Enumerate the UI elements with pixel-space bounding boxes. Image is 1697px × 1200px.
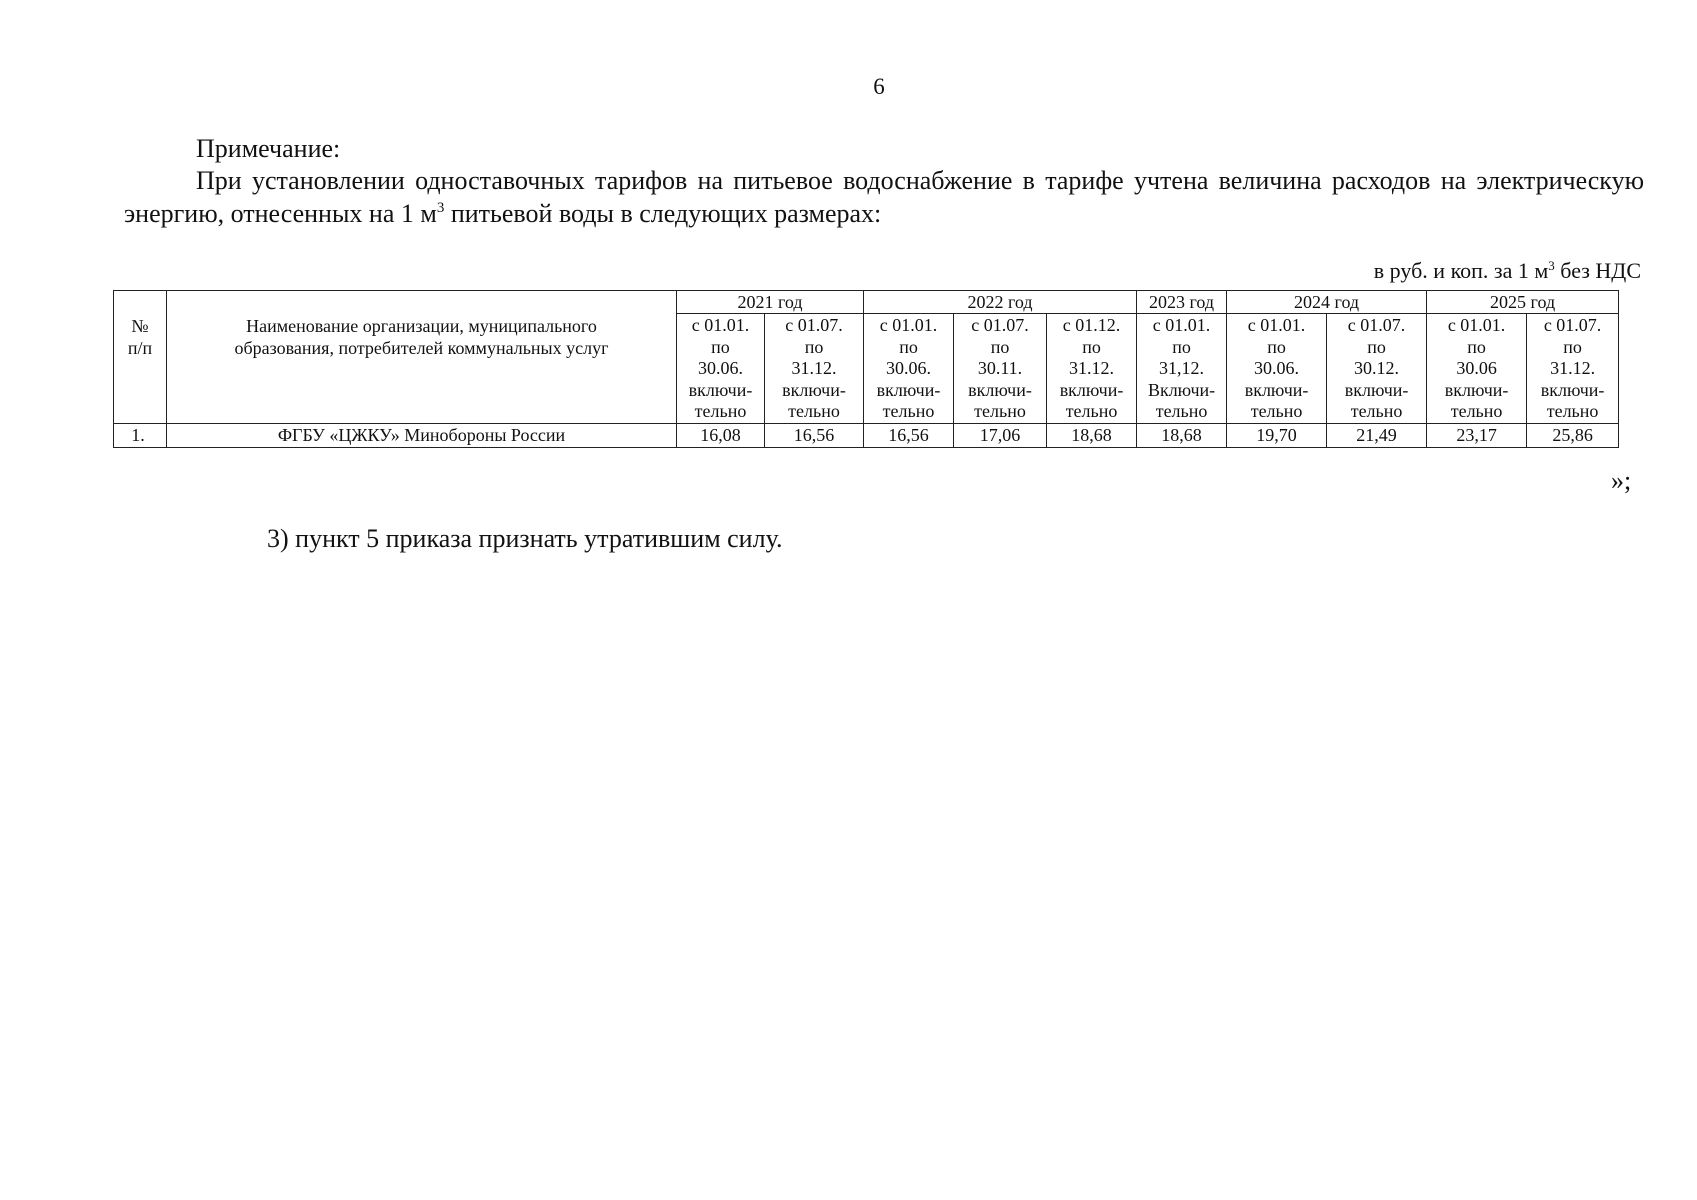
period-line: 31.12. [791, 358, 837, 378]
period-line: тельно [974, 401, 1026, 421]
item-3-paragraph: 3) пункт 5 приказа признать утратившим силу. [267, 524, 783, 553]
name-column-header [167, 291, 677, 424]
year-header-2023: 2023 год [1137, 291, 1227, 314]
number-header-line: № [131, 316, 149, 336]
unit-note-suffix: без НДС [1554, 258, 1641, 283]
period-line: по [1367, 336, 1386, 357]
row-number-cell: 1. [114, 423, 167, 447]
period-line: с 01.01. [879, 315, 938, 335]
table-row [114, 423, 1619, 447]
period-line: 30.06 [1456, 358, 1497, 378]
name-header-line: образования, потребителей коммунальных услуг [234, 338, 609, 358]
organization-name-cell: ФГБУ «ЦЖКУ» Минобороны России [167, 423, 677, 447]
tariff-value-cell: 25,86 [1527, 423, 1619, 447]
tariff-value-cell: 23,17 [1427, 423, 1527, 447]
period-line: тельно [1065, 401, 1118, 421]
period-line: по [1082, 336, 1101, 357]
period-line: тельно [694, 401, 747, 421]
period-line: включи- [1444, 379, 1509, 400]
period-line: 30.06. [698, 358, 743, 378]
period-header [1327, 314, 1427, 424]
period-line: по [1267, 336, 1286, 357]
year-header-2022: 2022 год [864, 291, 1137, 314]
unit-note [0, 258, 1641, 284]
year-header-2025: 2025 год [1427, 291, 1619, 314]
period-line: 31,12. [1159, 358, 1205, 378]
period-line: включи- [688, 379, 753, 400]
period-line: включи- [782, 379, 846, 400]
period-line: с 01.01. [1152, 315, 1211, 335]
period-line: с 01.01. [1447, 315, 1506, 335]
unit-note-prefix: в руб. и коп. за 1 м [1373, 258, 1549, 283]
tariff-value-cell: 21,49 [1327, 423, 1427, 447]
tariff-table [113, 290, 1619, 448]
period-header [1137, 314, 1227, 424]
tariff-value-cell: 16,08 [677, 423, 765, 447]
tariff-value-cell: 16,56 [864, 423, 954, 447]
note-text-superscript: 3 [436, 200, 445, 216]
period-line: 30.06. [1254, 358, 1300, 378]
period-line: с 01.12. [1062, 315, 1121, 335]
note-text-part2: питьевой воды в следующих размерах: [444, 199, 882, 228]
period-line: с 01.07. [1543, 315, 1602, 335]
note-title: Примечание: [196, 134, 341, 163]
period-line: 31.12. [1069, 358, 1115, 378]
period-line: 30.06. [886, 358, 932, 378]
tariff-value-cell: 19,70 [1227, 423, 1327, 447]
year-header-row [114, 291, 1619, 314]
tariff-value-cell: 18,68 [1137, 423, 1227, 447]
year-header-2021: 2021 год [677, 291, 864, 314]
period-line: включи- [1244, 379, 1309, 400]
period-line: с 01.01. [1247, 315, 1306, 335]
period-line: тельно [1350, 401, 1403, 421]
name-header-line: Наименование организации, муниципального [246, 316, 597, 336]
period-header [1527, 314, 1619, 424]
period-line: по [990, 336, 1010, 357]
period-header [864, 314, 954, 424]
period-line: включи- [1540, 379, 1605, 400]
period-line: Включи- [1147, 379, 1216, 400]
note-text-part1: При установлении одноставочных тарифов на питьевое водоснабжение в тарифе учтена величина расходов на электрическую энергию, отнесенных на 1 м [124, 166, 1644, 228]
period-line: по [1172, 336, 1191, 357]
period-line: 30.12. [1354, 358, 1400, 378]
closing-quote-mark: »; [1611, 466, 1632, 495]
period-line: включи- [1344, 379, 1409, 400]
tariff-value-cell: 17,06 [954, 423, 1047, 447]
period-line: тельно [1155, 401, 1208, 421]
period-line: по [1467, 336, 1486, 357]
period-line: тельно [882, 401, 935, 421]
period-line: тельно [1250, 401, 1303, 421]
period-line: тельно [1546, 401, 1599, 421]
period-line: включи- [876, 379, 941, 400]
period-line: по [804, 336, 824, 357]
period-line: 30.11. [977, 358, 1023, 378]
period-line: с 01.01. [691, 315, 750, 335]
period-header [954, 314, 1047, 424]
note-paragraph [124, 164, 1644, 230]
period-line: тельно [788, 401, 840, 421]
unit-note-superscript: 3 [1548, 258, 1555, 273]
period-line: с 01.07. [785, 315, 843, 335]
period-line: 31.12. [1550, 358, 1596, 378]
period-line: включи- [1059, 379, 1124, 400]
period-header [1427, 314, 1527, 424]
period-line: по [1563, 336, 1582, 357]
period-line: включи- [968, 379, 1032, 400]
tariff-value-cell: 16,56 [765, 423, 864, 447]
year-header-2024: 2024 год [1227, 291, 1427, 314]
period-header [1047, 314, 1137, 424]
period-header [1227, 314, 1327, 424]
period-line: тельно [1450, 401, 1503, 421]
page-number: 6 [873, 74, 885, 99]
period-header [765, 314, 864, 424]
period-line: с 01.07. [1347, 315, 1406, 335]
period-line: по [711, 336, 730, 357]
number-header-line: п/п [127, 338, 153, 358]
period-line: с 01.07. [971, 315, 1029, 335]
period-header [677, 314, 765, 424]
number-column-header [114, 291, 167, 424]
tariff-value-cell: 18,68 [1047, 423, 1137, 447]
period-line: по [899, 336, 918, 357]
